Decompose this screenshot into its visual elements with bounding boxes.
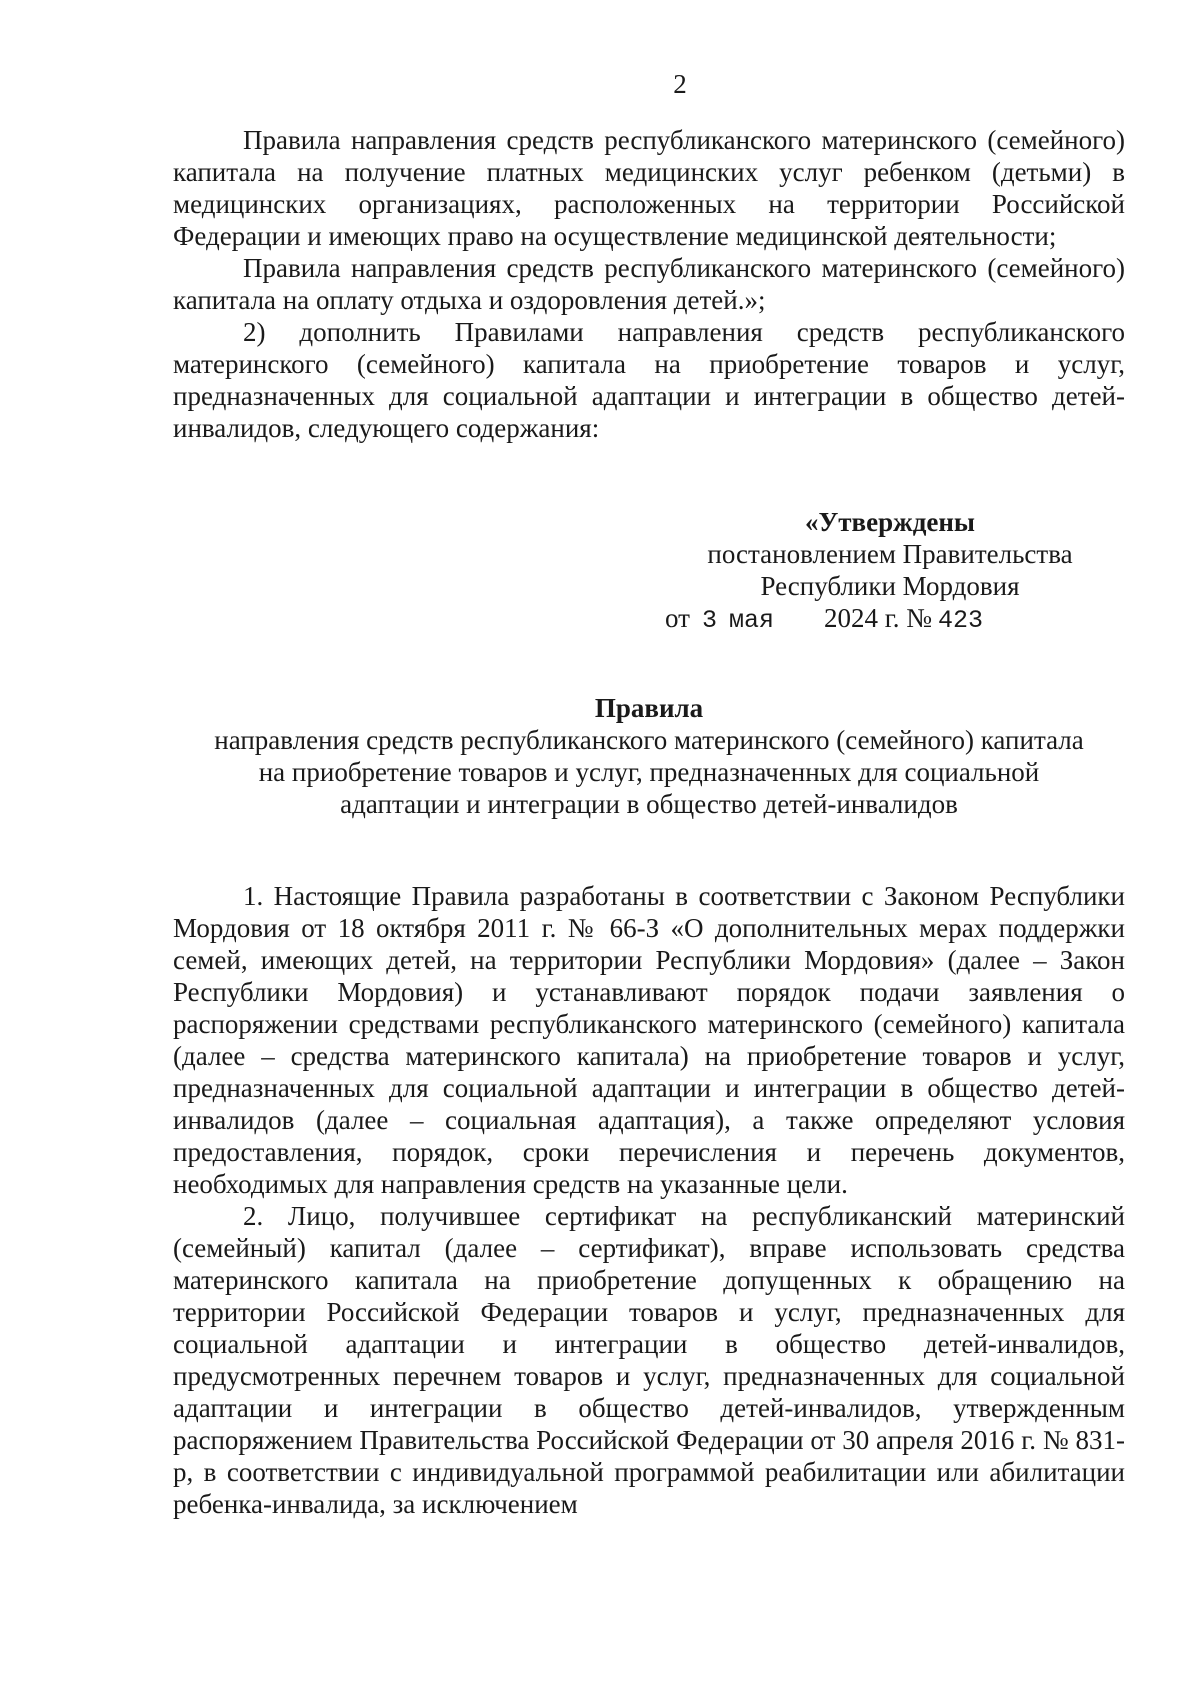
approval-stamp-block xyxy=(640,506,1140,637)
rules-subtitle-line-1: направления средств республиканского материнского (семейного) капитала xyxy=(214,725,1084,755)
rules-body xyxy=(173,880,1125,1520)
rules-subtitle-line-2: на приобретение товаров и услуг, предназначенных для социальной xyxy=(258,757,1040,787)
approval-title: «Утверждены xyxy=(804,507,975,537)
approval-month: мая xyxy=(728,606,774,635)
approval-date-line xyxy=(640,602,1140,637)
intro-paragraph-recreation: Правила направления средств республиканского материнского (семейного) капитала на оплату отдыха и оздоровления детей.»; xyxy=(173,253,1125,315)
approval-day: 3 xyxy=(701,606,717,635)
intro-paragraph-medical: Правила направления средств республиканского материнского (семейного) капитала на получение платных медицинских услуг ребенком (детьми) в медицинских организациях, расположенных на территории Российской Федерации и имеющих право на осуществление медицинской деятельности; xyxy=(173,125,1125,251)
rules-clause-1: 1. Настоящие Правила разработаны в соответствии с Законом Республики Мордовия от 18 октября 2011 г. № 66-З «О дополнительных мерах поддержки семей, имеющих детей, на территории Республики Мордовия» (далее – Закон Республики Мордовия) и устанавливают порядок подачи заявления о распоряжении средствами республиканского материнского (семейного) капитала (далее – средства материнского капитала) на приобретение товаров и услуг, предназначенных для социальной адаптации и интеграции в общество детей-инвалидов (далее – социальная адаптация), а также определяют условия предоставления, порядок, сроки перечисления и перечень документов, необходимых для направления средств на указанные цели. xyxy=(173,881,1125,1199)
approval-year: 2024 г. № xyxy=(823,603,933,633)
approval-date-prefix: от xyxy=(665,603,690,633)
intro-paragraph-amendment: 2) дополнить Правилами направления средств республиканского материнского (семейного) капитала на приобретение товаров и услуг, предназначенных для социальной адаптации и интеграции в общество детей-инвалидов, следующего содержания: xyxy=(173,317,1125,443)
page-number: 2 xyxy=(673,69,687,99)
approval-line-government: постановлением Правительства xyxy=(707,539,1073,569)
rules-clause-2: 2. Лицо, получившее сертификат на республиканский материнский (семейный) капитал (далее – сертификат), вправе использовать средства материнского капитала на приобретение допущенных к обращению на территории Российской Федерации товаров и услуг, предназначенных для социальной адаптации и интеграции в общество детей-инвалидов, предусмотренных перечнем товаров и услуг, предназначенных для социальной адаптации и интеграции в общество детей-инвалидов, утвержденным распоряжением Правительства Российской Федерации от 30 апреля 2016 г. № 831-р, в соответствии с индивидуальной программой реабилитации или абилитации ребенка-инвалида, за исключением xyxy=(173,1201,1125,1519)
rules-subtitle-line-3: адаптации и интеграции в общество детей-инвалидов xyxy=(340,789,958,819)
approval-number: 423 xyxy=(938,606,984,635)
intro-section xyxy=(173,124,1125,444)
rules-heading xyxy=(173,692,1125,820)
rules-title: Правила xyxy=(594,693,704,723)
approval-line-republic: Республики Мордовия xyxy=(760,571,1020,601)
